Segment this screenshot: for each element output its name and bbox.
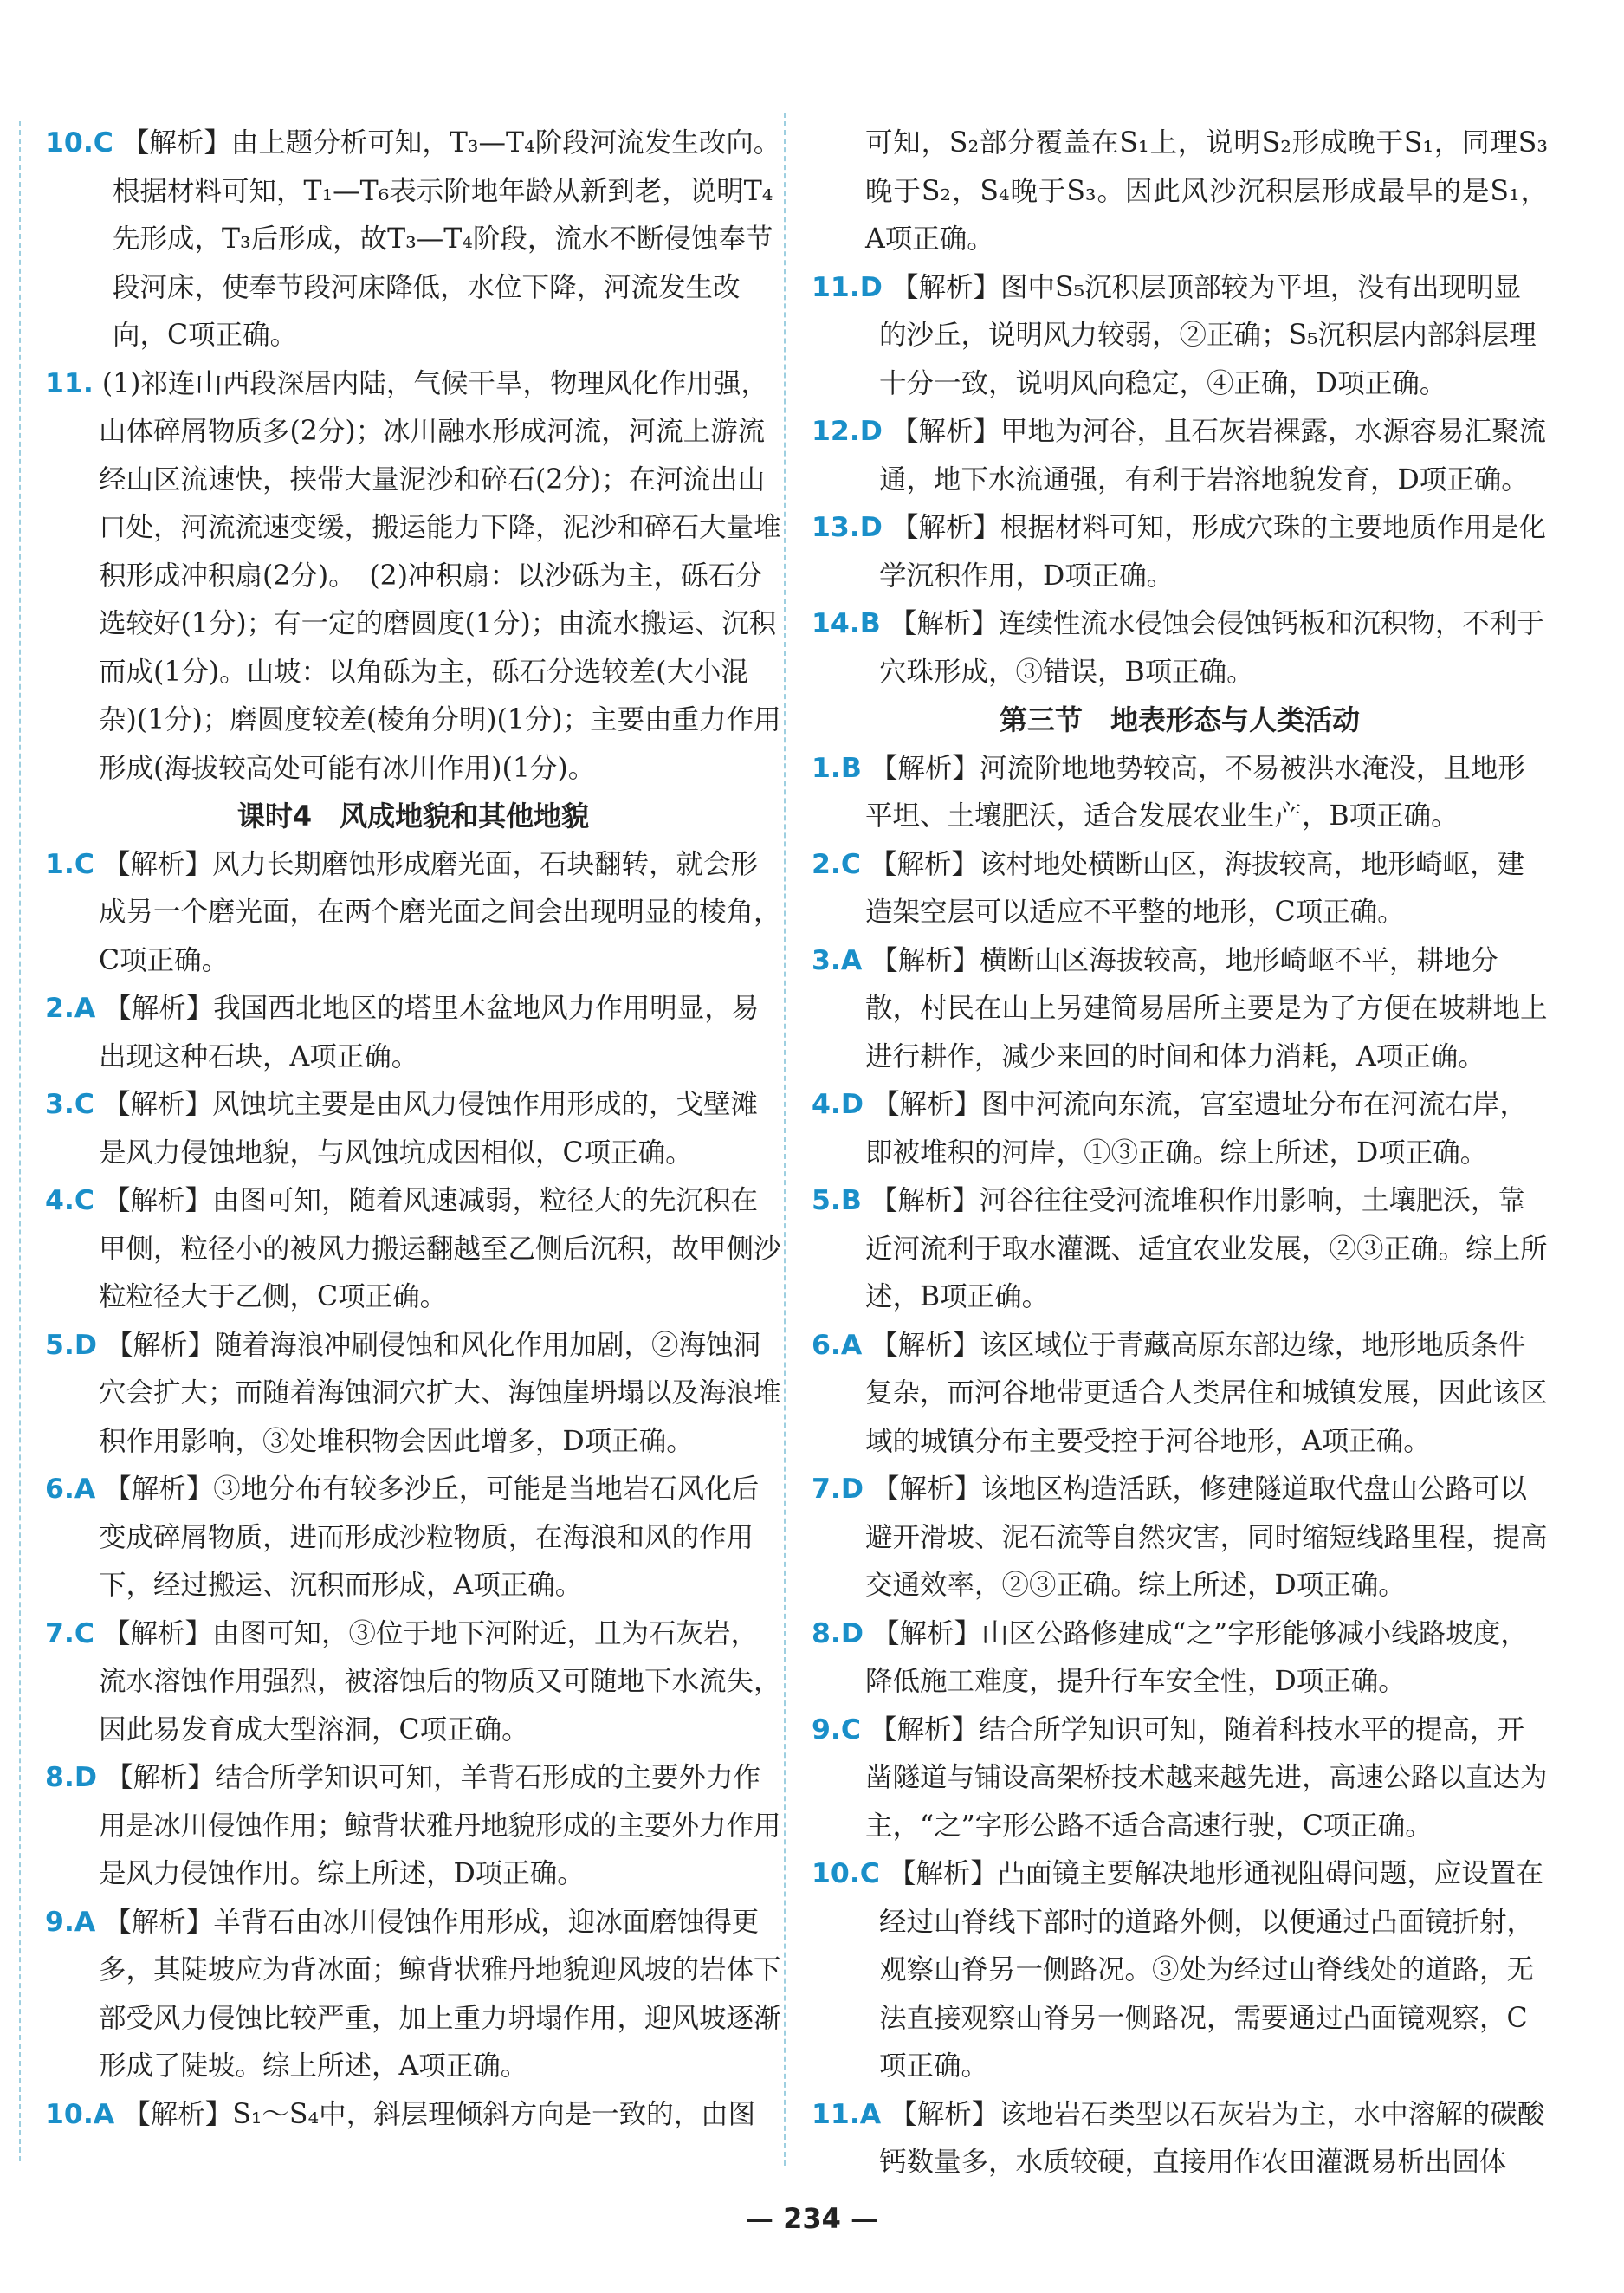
answer-item <box>812 1466 1548 1610</box>
answer-number: 4.D <box>812 1089 864 1120</box>
section-title: 第三节 地表形态与人类活动 <box>999 703 1360 736</box>
answer-item <box>812 1322 1548 1467</box>
answer-number: 13.D <box>812 512 883 543</box>
answer-number: 1.C <box>45 848 95 880</box>
answer-item <box>812 408 1548 504</box>
answer-number: 11.A <box>812 2098 882 2130</box>
answer-text: 【解析】③地分布有较多沙丘，可能是当地岩石风化后变成碎屑物质，进而形成沙粒物质，在海浪和风的作用下，经过搬运、沉积而形成，A项正确。 <box>99 1474 760 1601</box>
answer-text: 【解析】由上题分析可知，T₃—T₄阶段河流发生改向。根据材料可知，T₁—T₆表示阶地年龄从新到老，说明T₄先形成，T₃后形成，故T₃—T₄阶段，流水不断侵蚀奉节段河床，使奉节段河床降低，水位下降，河流发生改向，C项正确。 <box>113 127 781 351</box>
answer-text: 【解析】甲地为河谷，且石灰岩裸露，水源容易汇聚流通，地下水流通强，有利于岩溶地貌发育，D项正确。 <box>879 416 1546 496</box>
left-margin-rule <box>19 121 21 2161</box>
answer-number: 11. <box>45 367 94 399</box>
page-number: — 234 — <box>745 2202 879 2235</box>
answer-text: 【解析】河谷往往受河流堆积作用影响，土壤肥沃，靠近河流利于取水灌溉、适宜农业发展，②③正确。综上所述，B项正确。 <box>865 1185 1548 1312</box>
answer-item <box>45 1177 781 1322</box>
answer-number: 8.D <box>812 1617 864 1649</box>
answer-number: 7.C <box>45 1617 95 1649</box>
answer-number: 11.D <box>812 271 883 303</box>
answer-number: 4.C <box>45 1185 95 1216</box>
answer-number: 10.C <box>45 127 113 159</box>
answer-item <box>45 120 781 360</box>
answer-item <box>812 1707 1548 1851</box>
answer-item <box>812 1177 1548 1322</box>
answer-text: 【解析】风力长期磨蚀形成磨光面，石块翻转，就会形成另一个磨光面，在两个磨光面之间会出现明显的棱角，C项正确。 <box>99 848 781 976</box>
answer-item <box>45 1322 781 1467</box>
section-title: 课时4 风成地貌和其他地貌 <box>236 800 590 832</box>
answer-number: 9.C <box>812 1713 862 1746</box>
right-column <box>812 120 1548 2187</box>
answer-item <box>45 1610 781 1755</box>
answer-number: 3.C <box>45 1089 95 1120</box>
answer-item <box>812 745 1548 841</box>
answer-item <box>812 1850 1548 2091</box>
left-column <box>45 120 781 2139</box>
answer-item <box>812 841 1548 937</box>
answer-text: 【解析】风蚀坑主要是由风力侵蚀作用形成的，戈壁滩是风力侵蚀地貌，与风蚀坑成因相似，C项正确。 <box>99 1089 759 1169</box>
answer-text: 【解析】河流阶地地势较高，不易被洪水淹没，且地形平坦、土壤肥沃，适合发展农业生产，B项正确。 <box>865 752 1525 832</box>
answer-text: 【解析】山区公路修建成“之”字形能够减小线路坡度，降低施工难度，提升行车安全性，D项正确。 <box>865 1617 1528 1697</box>
answer-text: 【解析】凸面镜主要解决地形通视阻碍问题，应设置在经过山脊线下部时的道路外侧，以便通过凸面镜折射，观察山脊另一侧路况。③处为经过山脊线处的道路，无法直接观察山脊另一侧路况，需要通过凸面镜观察，C项正确。 <box>879 1858 1543 2082</box>
answer-text: 【解析】该村地处横断山区，海拔较高，地形崎岖，建造架空层可以适应不平整的地形，C项正确。 <box>865 848 1525 928</box>
answer-number: 14.B <box>812 608 881 639</box>
answer-number: 6.A <box>45 1474 96 1505</box>
answer-text: 【解析】随着海浪冲刷侵蚀和风化作用加剧，②海蚀洞穴会扩大；而随着海蚀洞穴扩大、海蚀崖坍塌以及海浪堆积作用影响，③处堆积物会因此增多，D项正确。 <box>99 1329 781 1457</box>
answer-item <box>45 360 781 793</box>
answer-text: 【解析】连续性流水侵蚀会侵蚀钙板和沉积物，不利于穴珠形成，③错误，B项正确。 <box>879 608 1544 688</box>
answer-item <box>812 937 1548 1082</box>
answer-text: 【解析】S₁～S₄中，斜层理倾斜方向是一致的，由图 <box>123 2098 756 2130</box>
answer-number: 10.C <box>812 1858 880 1889</box>
answer-item <box>812 600 1548 696</box>
answer-text: 【解析】结合所学知识可知，随着科技水平的提高，开凿隧道与铺设高架桥技术越来越先进，高速公路以直达为主，“之”字形公路不适合高速行驶，C项正确。 <box>865 1713 1548 1842</box>
answer-number: 3.A <box>812 944 863 976</box>
answer-item <box>812 1081 1548 1177</box>
answer-text: 【解析】图中河流向东流，宫室遗址分布在河流右岸，即被堆积的河岸，①③正确。综上所述，D项正确。 <box>865 1089 1528 1169</box>
answer-item <box>45 2091 781 2140</box>
answer-item <box>812 2091 1548 2187</box>
column-divider <box>784 113 786 2166</box>
answer-number: 9.A <box>45 1906 96 1938</box>
answer-number: 5.D <box>45 1329 98 1361</box>
answer-text: 【解析】羊背石由冰川侵蚀作用形成，迎冰面磨蚀得更多，其陡坡应为背冰面；鲸背状雅丹地貌迎风坡的岩体下部受风力侵蚀比较严重，加上重力坍塌作用，迎风坡逐渐形成了陡坡。综上所述，A项正确。 <box>99 1906 781 2082</box>
answer-text: 【解析】由图可知，③位于地下河附近，且为石灰岩，流水溶蚀作用强烈，被溶蚀后的物质又可随地下水流失，因此易发育成大型溶洞，C项正确。 <box>99 1617 781 1746</box>
answer-item <box>45 1899 781 2091</box>
answer-item <box>45 1081 781 1177</box>
answer-item <box>812 1610 1548 1707</box>
answer-text: 【解析】图中S₅沉积层顶部较为平坦，没有出现明显的沙丘，说明风力较弱，②正确；S₅沉积层内部斜层理十分一致，说明风向稳定，④正确，D项正确。 <box>879 271 1537 399</box>
answer-item <box>45 1754 781 1899</box>
answer-number: 10.A <box>45 2098 115 2130</box>
answer-item <box>812 504 1548 600</box>
answer-number: 2.A <box>45 993 96 1024</box>
answer-text: 【解析】该地区构造活跃，修建隧道取代盘山公路可以避开滑坡、泥石流等自然灾害，同时缩短线路里程，提高交通效率，②③正确。综上所述，D项正确。 <box>865 1474 1548 1601</box>
answer-item <box>45 841 781 986</box>
answer-number: 6.A <box>812 1329 863 1361</box>
answer-text: (1)祁连山西段深居内陆，气候干旱，物理风化作用强，山体碎屑物质多(2分)；冰川融水形成河流，河流上游流经山区流速快，挟带大量泥沙和碎石(2分)；在河流出山口处，河流流速变缓，搬运能力下降，泥沙和碎石大量堆积形成冲积扇(2分)。 (2)冲积扇：以沙砾为主，砾石分选较好(1分)；有一定的磨圆度(1分)；由流水搬运、沉积而成(1分)。山坡：以角砾为主，砾石分选较差(大小混杂)(1分)；磨圆度较差(棱角分明)(1分)；主要由重力作用形成(海拔较高处可能有冰川作用)(1分)。 <box>99 367 781 784</box>
answer-text: 【解析】根据材料可知，形成穴珠的主要地质作用是化学沉积作用，D项正确。 <box>879 512 1546 592</box>
answer-item <box>812 264 1548 409</box>
answer-number: 5.B <box>812 1185 862 1216</box>
answer-text: 【解析】结合所学知识可知，羊背石形成的主要外力作用是冰川侵蚀作用；鲸背状雅丹地貌形成的主要外力作用是风力侵蚀作用。综上所述，D项正确。 <box>99 1762 781 1889</box>
answer-number: 1.B <box>812 752 862 784</box>
answer-number: 8.D <box>45 1762 98 1793</box>
answer-number: 12.D <box>812 416 883 447</box>
answer-text: 【解析】由图可知，随着风速减弱，粒径大的先沉积在甲侧，粒径小的被风力搬运翻越至乙侧后沉积，故甲侧沙粒粒径大于乙侧，C项正确。 <box>99 1185 781 1312</box>
answer-text: 【解析】该区域位于青藏高原东部边缘，地形地质条件复杂，而河谷地带更适合人类居住和城镇发展，因此该区域的城镇分布主要受控于河谷地形，A项正确。 <box>865 1329 1548 1457</box>
answer-text: 【解析】我国西北地区的塔里木盆地风力作用明显，易出现这种石块，A项正确。 <box>99 993 760 1072</box>
answer-item <box>45 1466 781 1610</box>
answer-text: 【解析】横断山区海拔较高，地形崎岖不平，耕地分散，村民在山上另建简易居所主要是为了方便在坡耕地上进行耕作，减少来回的时间和体力消耗，A项正确。 <box>865 944 1548 1072</box>
answer-item <box>45 985 781 1081</box>
answer-number: 7.D <box>812 1474 864 1505</box>
answer-text: 【解析】该地岩石类型以石灰岩为主，水中溶解的碳酸钙数量多，水质较硬，直接用作农田灌溉易析出固体 <box>879 2098 1545 2178</box>
answer-continuation: 可知，S₂部分覆盖在S₁上，说明S₂形成晚于S₁，同理S₃晚于S₂，S₄晚于S₃。因此风沙沉积层形成最早的是S₁，A项正确。 <box>865 127 1548 255</box>
answer-number: 2.C <box>812 848 862 880</box>
